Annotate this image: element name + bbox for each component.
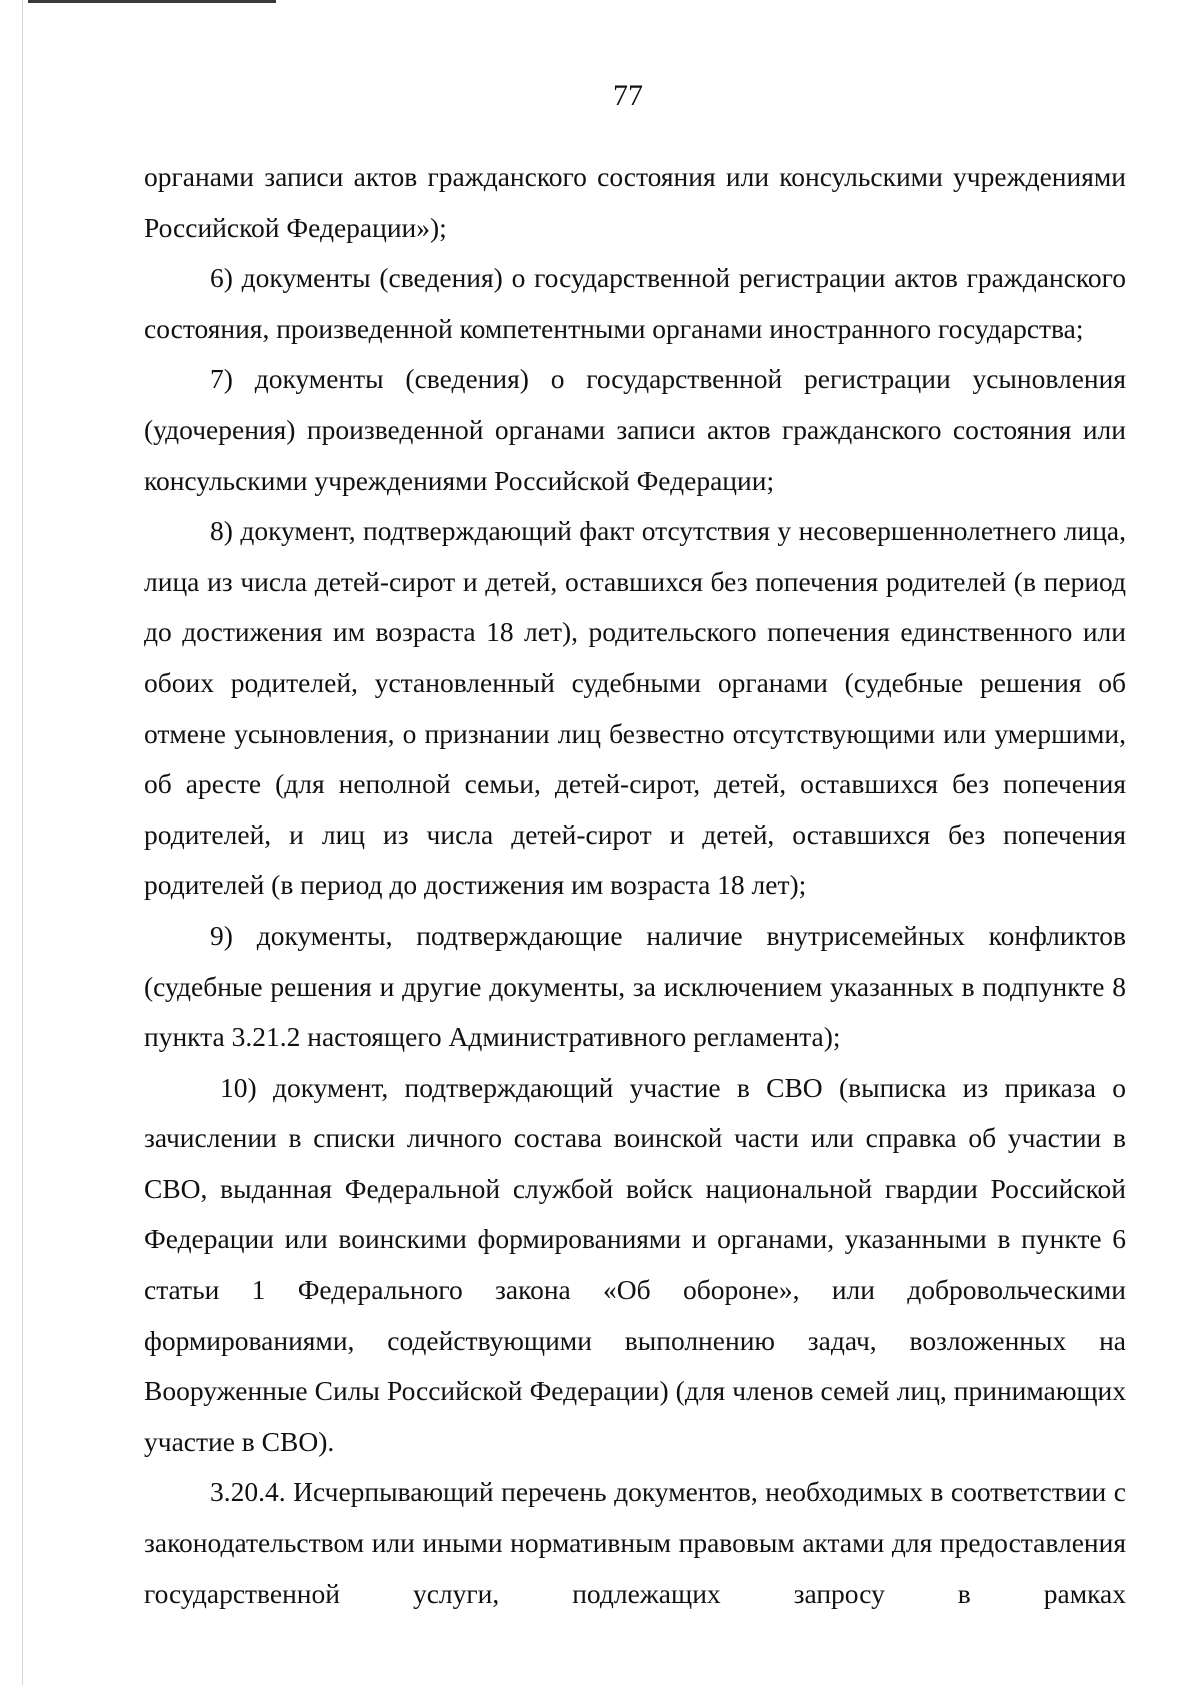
paragraph-item-7: 7) документы (сведения) о государственной регистрации усыновления (удочерения) произведенной органами записи актов гражданского состояния или консульскими учреждениями Российской Федерации; — [144, 363, 1126, 496]
paragraph-item-6: 6) документы (сведения) о государственной регистрации актов гражданского состояния, произведенной компетентными органами иностранного государства; — [144, 262, 1126, 344]
paragraph-item-9: 9) документы, подтверждающие наличие внутрисемейных конфликтов (судебные решения и другие документы, за исключением указанных в подпункте 8 пункта 3.21.2 настоящего Административного регламента); — [144, 919, 1126, 1053]
paragraph-section-3-20-4: 3.20.4. Исчерпывающий перечень документов, необходимых в соответствии с законодательством или иными нормативным правовым актами для предоставления государственной услуги, подлежащих запросу в рамках — [144, 1476, 1126, 1609]
top-rule — [28, 0, 276, 3]
scan-edge-line — [22, 0, 23, 1685]
document-body — [144, 152, 1126, 1619]
paragraph-continuation: органами записи актов гражданского состояния или консульскими учреждениями Российской Федерации»); — [144, 161, 1126, 243]
paragraph-item-8: 8) документ, подтверждающий факт отсутствия у несовершеннолетнего лица, лица из числа детей-сирот и детей, оставшихся без попечения родителей (в период до достижения им возраста 18 лет), родительского попечения единственного или обоих родителей, установленный судебными органами (судебные решения об отмене усыновления, о признании лиц безвестно отсутствующими или умершими, об аресте (для неполной семьи, детей-сирот, детей, оставшихся без попечения родителей, и лиц из числа детей-сирот и детей, оставшихся без попечения родителей (в период до достижения им возраста 18 лет); — [144, 515, 1126, 901]
paragraph-item-10: 10) документ, подтверждающий участие в СВО (выписка из приказа о зачислении в списки личного состава воинской части или справка об участии в СВО, выданная Федеральной службой войск национальной гвардии Российской Федерации или воинскими формированиями и органами, указанными в пункте 6 статьи 1 Федерального закона «Об обороне», или добровольческими формированиями, содействующими выполнению задач, возложенных на Вооруженные Силы Российской Федерации) (для членов семей лиц, принимающих участие в СВО). — [144, 1071, 1126, 1457]
page-number: 77 — [613, 79, 643, 112]
